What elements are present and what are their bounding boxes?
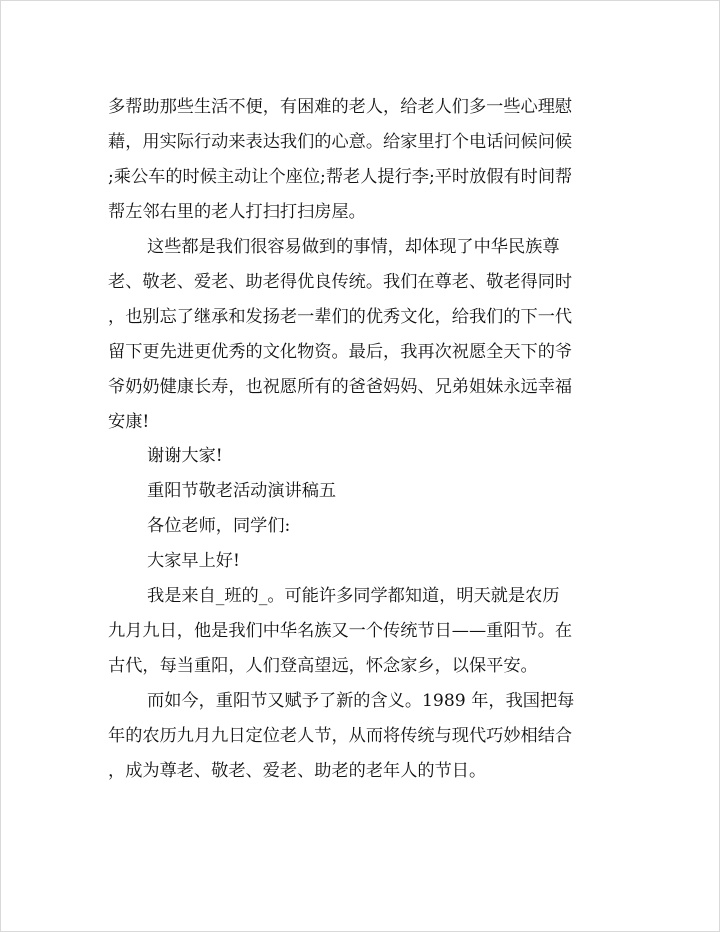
text-line-11: 谢谢大家! (147, 446, 223, 466)
text-line-9: 爷奶奶健康长寿，也祝愿所有的爸爸妈妈、兄弟姐妹永远幸福 (108, 377, 573, 397)
text-line-7: ，也别忘了继承和发扬老一辈们的优秀文化，给我们的下一代 (108, 307, 573, 327)
text-line-19: 年的农历九月九日定位老人节，从而将传统与现代巧妙相结合 (108, 726, 573, 746)
text-line-14: 大家早上好! (147, 551, 240, 571)
text-line-15: 我是来自_班的_。可能许多同学都知道，明天就是农历 (147, 586, 560, 606)
text-line-13: 各位老师，同学们: (147, 516, 291, 536)
text-line-1: 多帮助那些生活不便，有困难的老人，给老人们多一些心理慰 (108, 97, 573, 117)
text-line-2: 藉，用实际行动来表达我们的心意。给家里打个电话问候问候 (108, 132, 573, 152)
text-line-12: 重阳节敬老活动演讲稿五 (147, 481, 337, 501)
text-line-17: 古代，每当重阳，人们登高望远，怀念家乡，以保平安。 (108, 656, 538, 676)
text-line-4: 帮左邻右里的老人打扫打扫房屋。 (108, 202, 366, 222)
text-line-5: 这些都是我们很容易做到的事情，却体现了中华民族尊 (147, 237, 560, 257)
text-line-10: 安康! (108, 412, 150, 432)
text-line-6: 老、敬老、爱老、助老得优良传统。我们在尊老、敬老得同时 (108, 272, 573, 292)
text-line-8: 留下更先进更优秀的文化物资。最后，我再次祝愿全天下的爷 (108, 342, 573, 362)
text-line-20: ，成为尊老、敬老、爱老、助老的老年人的节日。 (108, 761, 487, 781)
text-line-18: 而如今，重阳节又赋予了新的含义。1989 年，我国把每 (147, 691, 575, 711)
text-line-3: ;乘公车的时候主动让个座位;帮老人提行李;平时放假有时间帮 (108, 167, 573, 187)
text-line-16: 九月九日，他是我们中华名族又一个传统节日——重阳节。在 (108, 621, 573, 641)
